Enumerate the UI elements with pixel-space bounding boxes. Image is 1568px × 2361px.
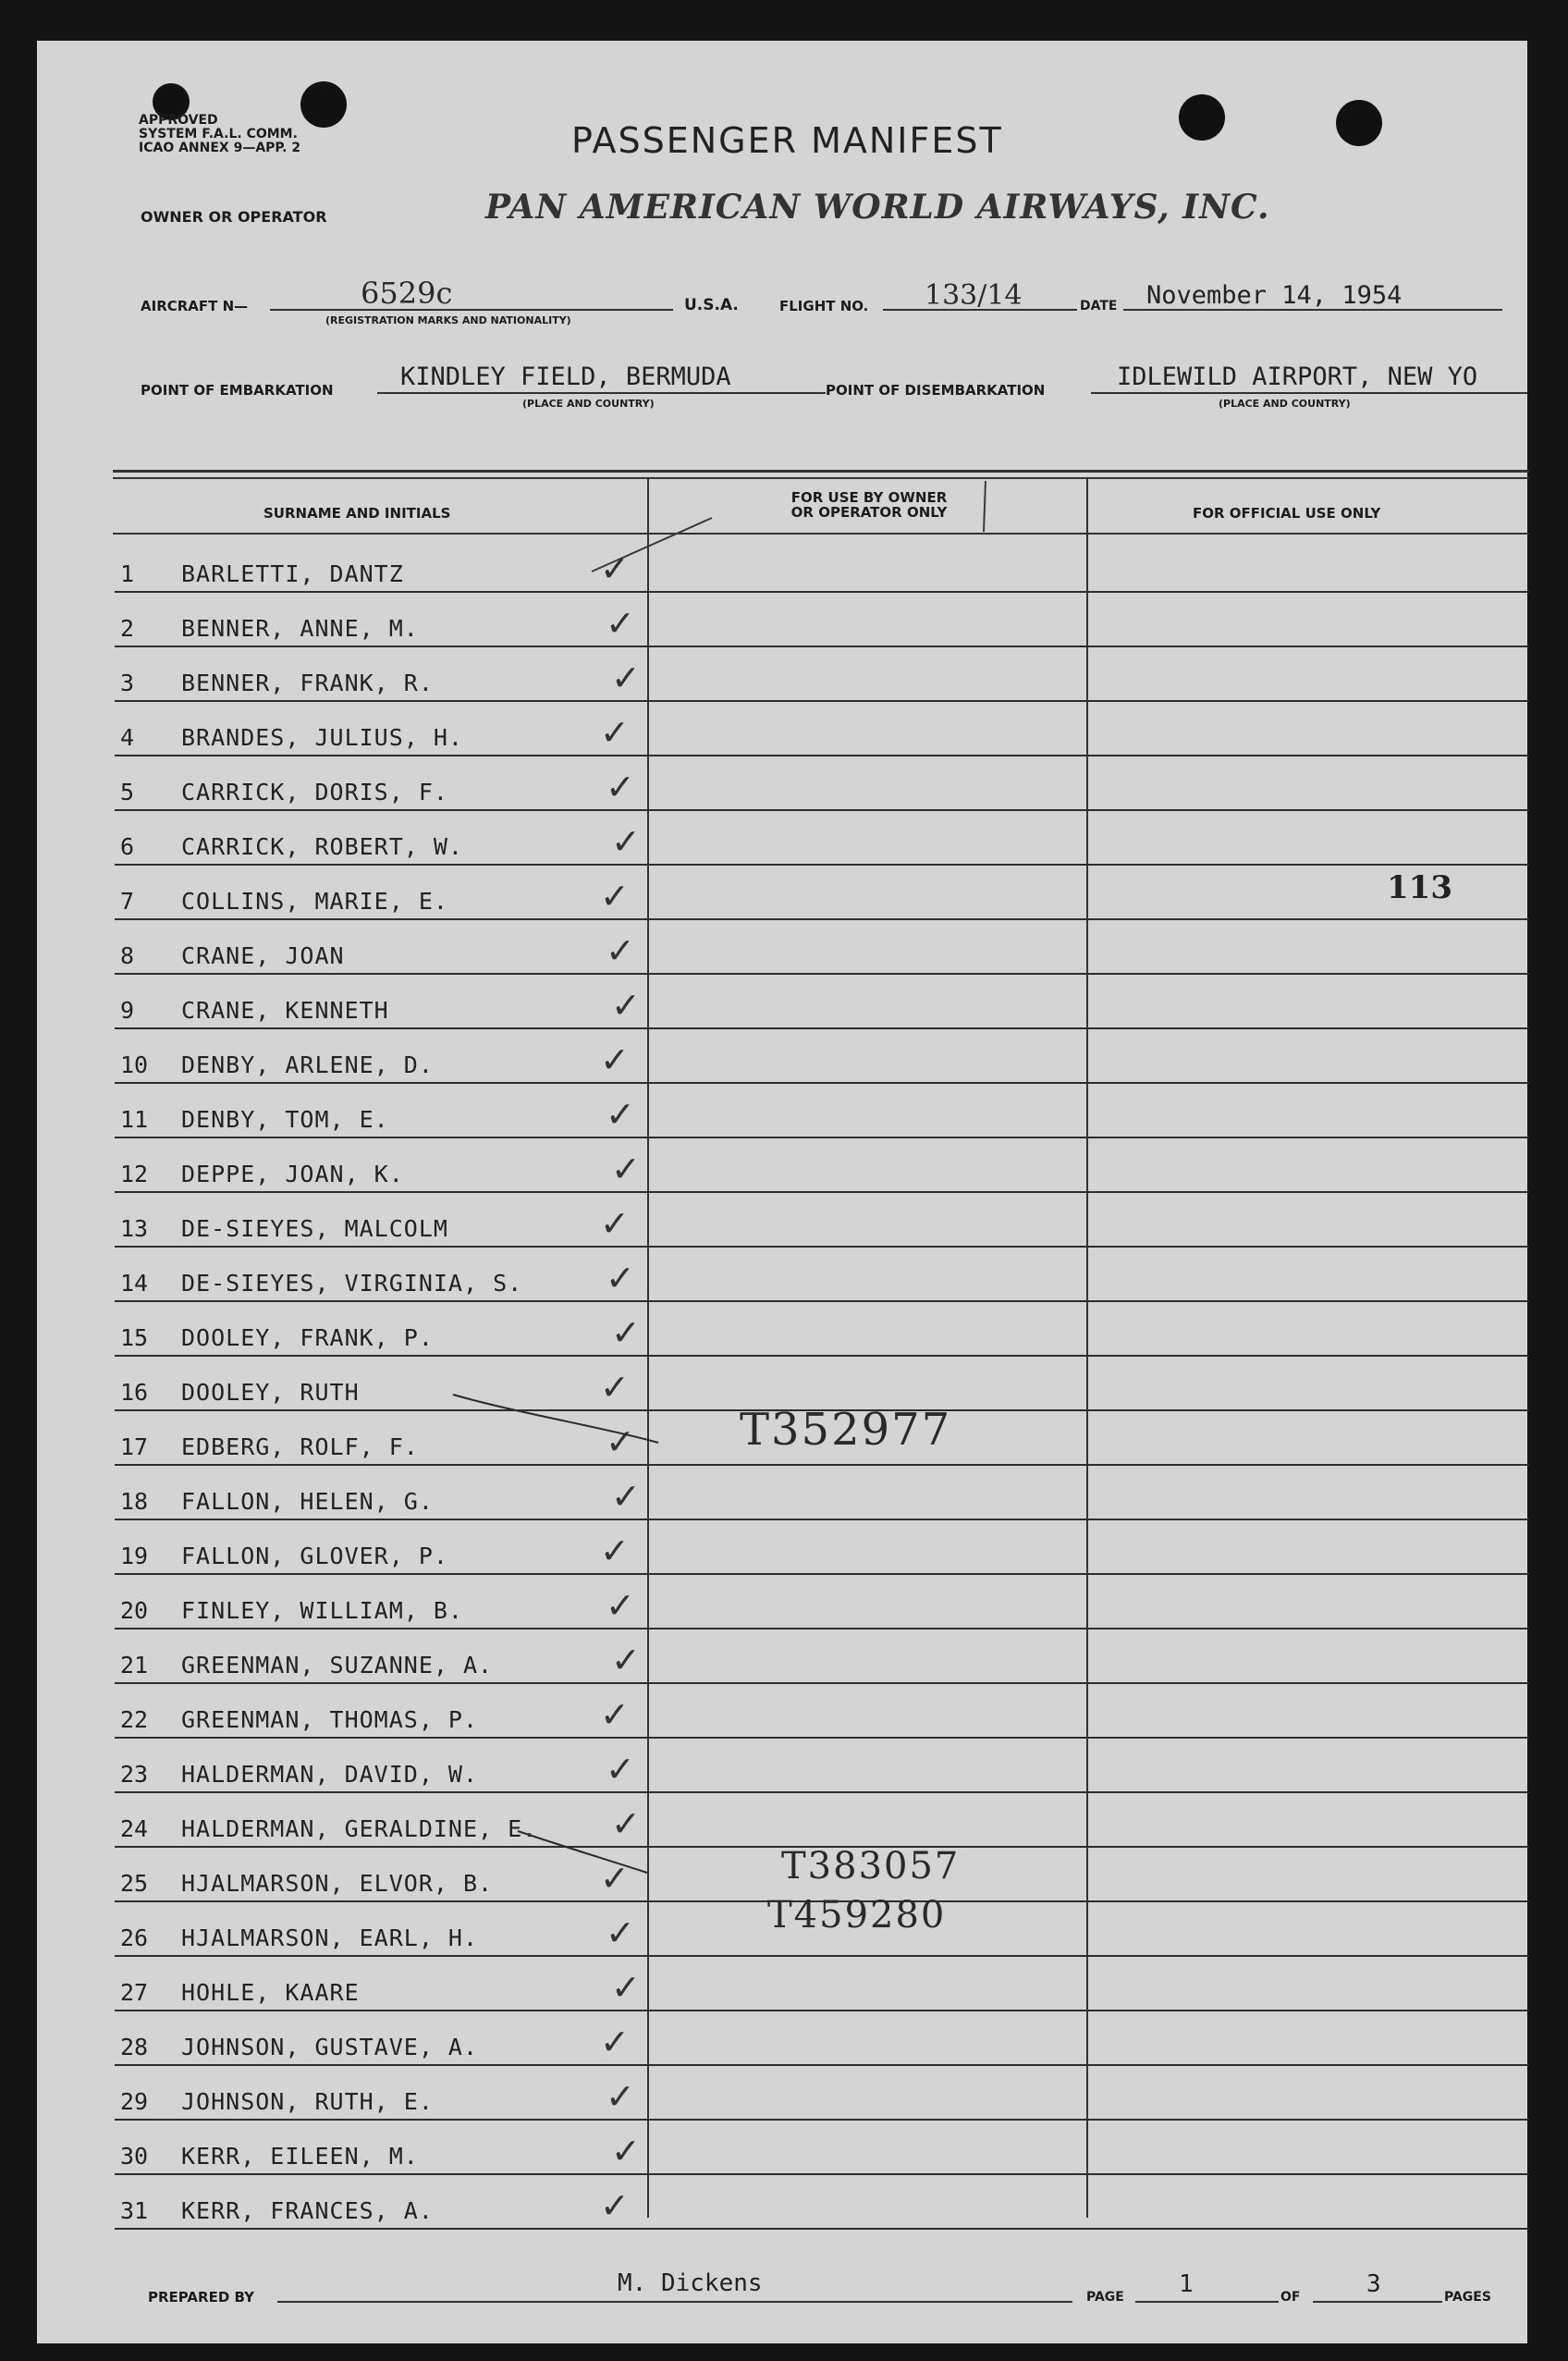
passenger-name: HJALMARSON, ELVOR, B. bbox=[181, 1870, 494, 1897]
row-number: 19 bbox=[120, 1543, 149, 1569]
table-row bbox=[115, 538, 1529, 593]
passenger-name: HOHLE, KAARE bbox=[181, 1979, 360, 2006]
passenger-name: DE-SIEYES, VIRGINIA, S. bbox=[181, 1270, 523, 1297]
table-row bbox=[115, 920, 1529, 975]
row-number: 18 bbox=[120, 1488, 149, 1515]
disembark-underline bbox=[1091, 392, 1527, 394]
passenger-name: BENNER, ANNE, M. bbox=[181, 615, 419, 642]
table-row bbox=[115, 1193, 1529, 1248]
page-value: 1 bbox=[1179, 2270, 1194, 2298]
passenger-name: EDBERG, ROLF, F. bbox=[181, 1433, 419, 1460]
row-number: 17 bbox=[120, 1433, 149, 1460]
passenger-name: CRANE, JOAN bbox=[181, 942, 345, 969]
page-underline bbox=[1135, 2301, 1279, 2303]
owner-label: OWNER OR OPERATOR bbox=[141, 208, 327, 226]
form-title: PASSENGER MANIFEST bbox=[571, 120, 1003, 161]
approval-line: APPROVED bbox=[139, 113, 218, 128]
embark-underline bbox=[377, 392, 826, 394]
passenger-name: BRANDES, JULIUS, H. bbox=[181, 724, 463, 751]
row-number: 22 bbox=[120, 1706, 149, 1733]
ticket-note-row26: T459280 bbox=[767, 1894, 947, 1937]
table-row bbox=[115, 1629, 1529, 1684]
punch-hole bbox=[300, 81, 347, 128]
passenger-name: GREENMAN, SUZANNE, A. bbox=[181, 1652, 494, 1679]
row-number: 31 bbox=[120, 2197, 149, 2224]
check-mark-icon: ✓ bbox=[611, 658, 641, 698]
check-mark-icon: ✓ bbox=[611, 1967, 641, 2008]
approval-line: ICAO ANNEX 9—APP. 2 bbox=[139, 141, 301, 155]
row-number: 20 bbox=[120, 1597, 149, 1624]
table-row bbox=[115, 2066, 1529, 2121]
passenger-name: CRANE, KENNETH bbox=[181, 997, 389, 1024]
check-mark-icon: ✓ bbox=[600, 548, 630, 589]
table-row bbox=[115, 1466, 1529, 1520]
check-mark-icon: ✓ bbox=[611, 2131, 641, 2171]
table-row bbox=[115, 1739, 1529, 1793]
row-number: 16 bbox=[120, 1379, 149, 1406]
check-mark-icon: ✓ bbox=[606, 603, 635, 644]
row-number: 12 bbox=[120, 1161, 149, 1187]
table-row bbox=[115, 2011, 1529, 2066]
col-surname-header: SURNAME AND INITIALS bbox=[263, 505, 451, 522]
table-row bbox=[115, 1793, 1529, 1848]
check-mark-icon: ✓ bbox=[600, 876, 630, 916]
row-number: 11 bbox=[120, 1106, 149, 1133]
check-mark-icon: ✓ bbox=[611, 1312, 641, 1353]
table-row bbox=[115, 593, 1529, 647]
check-mark-icon: ✓ bbox=[606, 1749, 635, 1789]
check-mark-icon: ✓ bbox=[600, 2185, 630, 2226]
check-mark-icon: ✓ bbox=[600, 1203, 630, 1244]
col-official-header: FOR OFFICIAL USE ONLY bbox=[1193, 505, 1381, 522]
passenger-name: DEPPE, JOAN, K. bbox=[181, 1161, 404, 1187]
disembark-label: POINT OF DISEMBARKATION bbox=[826, 382, 1046, 399]
check-mark-icon: ✓ bbox=[606, 1585, 635, 1626]
row-number: 27 bbox=[120, 1979, 149, 2006]
check-mark-icon: ✓ bbox=[606, 1094, 635, 1135]
check-mark-icon: ✓ bbox=[600, 2022, 630, 2062]
table-row bbox=[115, 702, 1529, 756]
disembark-value: IDLEWILD AIRPORT, NEW YO bbox=[1117, 363, 1478, 391]
row-number: 13 bbox=[120, 1215, 149, 1242]
check-mark-icon: ✓ bbox=[611, 1640, 641, 1680]
row-number: 10 bbox=[120, 1051, 149, 1078]
check-mark-icon: ✓ bbox=[611, 1149, 641, 1189]
punch-hole bbox=[1336, 100, 1382, 146]
date-value: November 14, 1954 bbox=[1146, 281, 1403, 310]
check-mark-icon: ✓ bbox=[606, 1912, 635, 1953]
check-mark-icon: ✓ bbox=[606, 1258, 635, 1298]
passenger-name: FINLEY, WILLIAM, B. bbox=[181, 1597, 463, 1624]
approval-line: SYSTEM F.A.L. COMM. bbox=[139, 127, 298, 141]
check-mark-icon: ✓ bbox=[606, 2076, 635, 2117]
table-row bbox=[115, 866, 1529, 920]
pages-label: PAGES bbox=[1444, 2290, 1491, 2305]
check-mark-icon: ✓ bbox=[606, 767, 635, 807]
usa-label: U.S.A. bbox=[684, 296, 739, 314]
check-mark-icon: ✓ bbox=[600, 1858, 630, 1899]
check-mark-icon: ✓ bbox=[611, 1476, 641, 1517]
passenger-name: KERR, EILEEN, M. bbox=[181, 2143, 419, 2170]
of-value: 3 bbox=[1366, 2270, 1381, 2298]
flight-value: 133/14 bbox=[925, 279, 1023, 312]
table-row bbox=[115, 2121, 1529, 2175]
check-mark-icon: ✓ bbox=[611, 985, 641, 1026]
embark-label: POINT OF EMBARKATION bbox=[141, 382, 334, 399]
passenger-name: JOHNSON, GUSTAVE, A. bbox=[181, 2034, 479, 2060]
row-number: 7 bbox=[120, 888, 135, 915]
aircraft-caption: (REGISTRATION MARKS AND NATIONALITY) bbox=[325, 314, 571, 326]
table-row bbox=[115, 1957, 1529, 2011]
ticket-note-row17: T352977 bbox=[740, 1404, 952, 1456]
row-number: 2 bbox=[120, 615, 135, 642]
row-number: 1 bbox=[120, 560, 135, 587]
passenger-name: BARLETTI, DANTZ bbox=[181, 560, 404, 587]
passenger-name: DOOLEY, RUTH bbox=[181, 1379, 360, 1406]
row-number: 24 bbox=[120, 1815, 149, 1842]
row-number: 3 bbox=[120, 670, 135, 696]
prepared-underline bbox=[277, 2301, 1072, 2303]
passenger-name: KERR, FRANCES, A. bbox=[181, 2197, 434, 2224]
check-mark-icon: ✓ bbox=[611, 1803, 641, 1844]
embark-caption: (PLACE AND COUNTRY) bbox=[522, 398, 655, 410]
row-number: 4 bbox=[120, 724, 135, 751]
table-row bbox=[115, 1302, 1529, 1357]
row-number: 5 bbox=[120, 779, 135, 805]
row-number: 9 bbox=[120, 997, 135, 1024]
passenger-name: HALDERMAN, GERALDINE, E. bbox=[181, 1815, 538, 1842]
row-number: 29 bbox=[120, 2088, 149, 2115]
passenger-name: BENNER, FRANK, R. bbox=[181, 670, 434, 696]
disembark-caption: (PLACE AND COUNTRY) bbox=[1219, 398, 1351, 410]
passenger-name: FALLON, HELEN, G. bbox=[181, 1488, 434, 1515]
table-row bbox=[115, 1520, 1529, 1575]
passenger-name: HJALMARSON, EARL, H. bbox=[181, 1924, 479, 1951]
table-header-rule bbox=[113, 533, 1529, 535]
row-number: 30 bbox=[120, 2143, 149, 2170]
table-row bbox=[115, 975, 1529, 1029]
check-mark-icon: ✓ bbox=[611, 821, 641, 862]
ticket-note-row25: T383057 bbox=[781, 1845, 961, 1888]
page-label: PAGE bbox=[1086, 2290, 1124, 2305]
check-mark-icon: ✓ bbox=[600, 712, 630, 753]
passenger-name: DOOLEY, FRANK, P. bbox=[181, 1324, 434, 1351]
row-number: 28 bbox=[120, 2034, 149, 2060]
table-row bbox=[115, 756, 1529, 811]
check-mark-icon: ✓ bbox=[600, 1039, 630, 1080]
passenger-name: COLLINS, MARIE, E. bbox=[181, 888, 448, 915]
table-row bbox=[115, 811, 1529, 866]
of-label: OF bbox=[1280, 2290, 1301, 2305]
passenger-name: DE-SIEYES, MALCOLM bbox=[181, 1215, 448, 1242]
embark-value: KINDLEY FIELD, BERMUDA bbox=[400, 363, 731, 391]
row-number: 26 bbox=[120, 1924, 149, 1951]
table-row bbox=[115, 1575, 1529, 1629]
row-number: 6 bbox=[120, 833, 135, 860]
passenger-name: CARRICK, ROBERT, W. bbox=[181, 833, 463, 860]
row-number: 14 bbox=[120, 1270, 149, 1297]
table-row bbox=[115, 647, 1529, 702]
check-mark-icon: ✓ bbox=[600, 1694, 630, 1735]
row-number: 23 bbox=[120, 1761, 149, 1788]
table-top-rule bbox=[113, 477, 1529, 479]
row-number: 21 bbox=[120, 1652, 149, 1679]
prepared-value: M. Dickens bbox=[618, 2269, 763, 2297]
date-label: DATE bbox=[1080, 299, 1118, 314]
check-mark-icon: ✓ bbox=[606, 930, 635, 971]
table-row bbox=[115, 2175, 1529, 2230]
row-number: 25 bbox=[120, 1870, 149, 1897]
row-rule bbox=[115, 2228, 1529, 2230]
passenger-name: JOHNSON, RUTH, E. bbox=[181, 2088, 434, 2115]
owner-value: PAN AMERICAN WORLD AIRWAYS, INC. bbox=[485, 188, 1270, 227]
flight-label: FLIGHT NO. bbox=[779, 298, 869, 314]
table-row bbox=[115, 1138, 1529, 1193]
table-row bbox=[115, 1084, 1529, 1138]
official-number: 113 bbox=[1387, 869, 1452, 906]
passenger-name: HALDERMAN, DAVID, W. bbox=[181, 1761, 479, 1788]
passenger-name: DENBY, ARLENE, D. bbox=[181, 1051, 434, 1078]
punch-hole bbox=[1179, 94, 1225, 141]
check-mark-icon: ✓ bbox=[600, 1367, 630, 1408]
passenger-name: CARRICK, DORIS, F. bbox=[181, 779, 448, 805]
table-row bbox=[115, 1029, 1529, 1084]
aircraft-underline bbox=[270, 309, 673, 311]
table-row bbox=[115, 1248, 1529, 1302]
passenger-name: FALLON, GLOVER, P. bbox=[181, 1543, 448, 1569]
passenger-name: DENBY, TOM, E. bbox=[181, 1106, 389, 1133]
table-top-rule bbox=[113, 470, 1529, 473]
check-mark-icon: ✓ bbox=[606, 1421, 635, 1462]
table-row bbox=[115, 1684, 1529, 1739]
row-number: 15 bbox=[120, 1324, 149, 1351]
check-mark-icon: ✓ bbox=[600, 1531, 630, 1571]
col-owner-use-header: FOR USE BY OWNER OR OPERATOR ONLY bbox=[790, 489, 948, 521]
aircraft-value: 6529c bbox=[361, 276, 453, 311]
row-number: 8 bbox=[120, 942, 135, 969]
of-underline bbox=[1313, 2301, 1442, 2303]
prepared-label: PREPARED BY bbox=[148, 2289, 254, 2306]
aircraft-label: AIRCRAFT N— bbox=[141, 298, 249, 314]
passenger-name: GREENMAN, THOMAS, P. bbox=[181, 1706, 479, 1733]
